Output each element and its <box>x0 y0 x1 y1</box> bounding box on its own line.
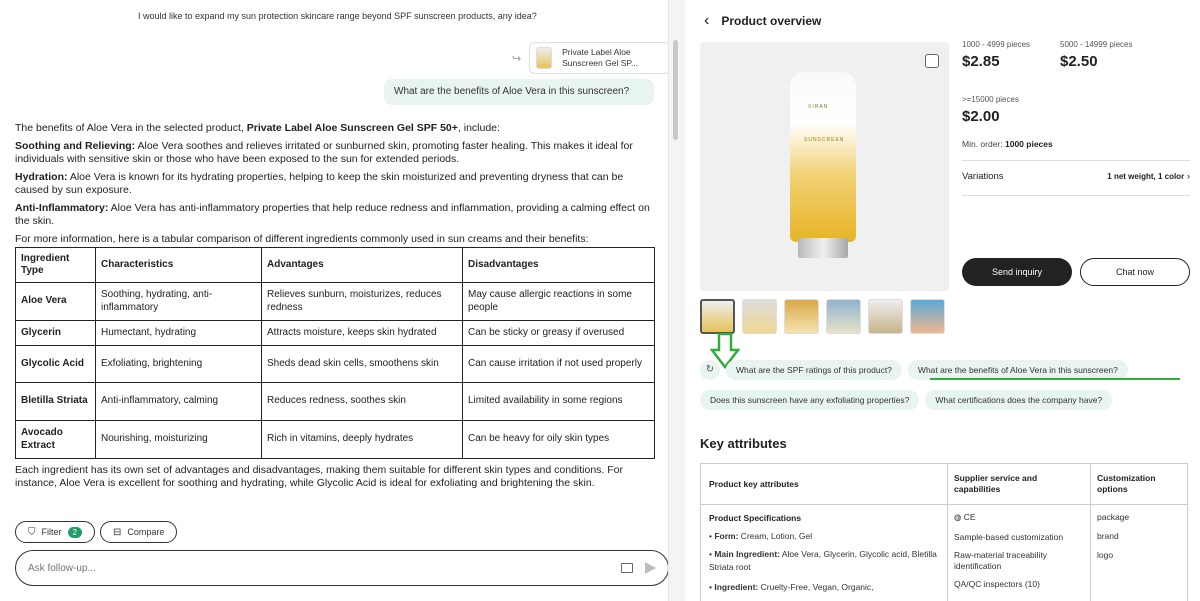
attr-header: Supplier service and capabilities <box>954 473 1038 494</box>
assistant-answer <box>15 122 657 495</box>
tier-price: $2.85 <box>962 53 1000 70</box>
tier-price: $2.50 <box>1060 53 1098 70</box>
table-cell: Avocado Extract <box>16 421 96 459</box>
customization-item: package <box>1097 512 1130 522</box>
thumbnail[interactable] <box>784 299 819 334</box>
compare-button[interactable] <box>100 521 177 543</box>
variations-row[interactable] <box>962 171 1190 182</box>
image-upload-icon[interactable] <box>621 563 633 573</box>
filter-button[interactable] <box>15 521 95 543</box>
thumbnail[interactable] <box>700 299 735 334</box>
panel-title: Product overview <box>721 14 822 28</box>
refresh-icon[interactable]: ↻ <box>700 360 720 380</box>
referenced-product-name: Private Label Aloe Sunscreen Gel SP... <box>562 47 639 68</box>
tube-cap-graphic <box>798 238 848 258</box>
ingredients-table <box>15 247 655 459</box>
table-row <box>16 283 655 321</box>
product-thumbnail <box>536 47 552 69</box>
filter-label: Filter <box>41 527 62 537</box>
answer-point: Anti-Inflammatory: Aloe Vera has anti-inflammatory properties that help reduce redness and inflammation, providing a calming effect on the skin. <box>15 202 650 227</box>
supplier-item: Sample-based customization <box>954 532 1064 542</box>
tier-range: 5000 - 14999 pieces <box>1060 40 1133 49</box>
answer-conclusion: Each ingredient has its own set of advantages and disadvantages, making them suitable for different skin types and conditions. For instance, Aloe Vera is excellent for soothing and hydrating, while Glycolic Acid is ideal for exfoliating and brightening the skin. <box>15 464 624 489</box>
table-row <box>16 346 655 383</box>
answer-point: Hydration: Aloe Vera is known for its hydrating properties, helping to keep the skin moisturized and preventing dryness that can be caused by sun exposure. <box>15 171 624 196</box>
spec-item: • Ingredient: Cruelty-Free, Vegan, Organic, <box>709 582 874 592</box>
table-cell: Rich in vitamins, deeply hydrates <box>262 421 463 459</box>
globe-icon: ◍ <box>954 512 962 522</box>
table-cell: Can cause irritation if not used properly <box>463 346 655 383</box>
supplier-item: QA/QC inspectors (10) <box>954 579 1040 589</box>
ce-mark: CE <box>963 512 976 522</box>
divider <box>962 195 1190 196</box>
table-cell: Can be heavy for oily skin types <box>463 421 655 459</box>
image-thumbnails <box>700 299 945 334</box>
table-cell: Glycerin <box>16 321 96 346</box>
table-cell: Glycolic Acid <box>16 346 96 383</box>
table-header-row <box>16 248 655 283</box>
tier-range: >=15000 pieces <box>962 95 1019 104</box>
spec-item: • Main Ingredient: Aloe Vera, Glycerin, Glycolic acid, Bletilla Striata root <box>709 549 937 572</box>
table-cell: Nourishing, moisturizing <box>96 421 262 459</box>
highlight-underline <box>930 378 1180 380</box>
table-cell: Sheds dead skin cells, smoothens skin <box>262 346 463 383</box>
tier-price: $2.00 <box>962 108 1000 125</box>
price-tier <box>1060 40 1133 70</box>
table-cell: Anti-inflammatory, calming <box>96 383 262 421</box>
suggestion-chip[interactable]: What are the SPF ratings of this product? <box>726 360 902 380</box>
tube-label-text: SUNSCREEN <box>804 137 845 143</box>
sunscreen-tube-graphic <box>790 72 856 242</box>
ask-followup-bar <box>15 550 669 586</box>
min-order: Min. order: 1000 pieces <box>962 139 1053 149</box>
answer-point: Soothing and Relieving: Aloe Vera soothes and relieves irritated or sunburned skin, promoting faster healing. This makes it ideal for individuals with sensitive skin or those who have been exposed to the sun for extended periods. <box>15 140 633 165</box>
scrollbar-thumb[interactable] <box>673 40 678 140</box>
table-cell: Reduces redness, soothes skin <box>262 383 463 421</box>
zoom-icon[interactable] <box>925 54 939 68</box>
table-divider <box>701 504 1188 505</box>
key-attributes-table <box>700 463 1188 601</box>
table-divider <box>1090 464 1091 601</box>
table-header: Disadvantages <box>463 248 655 283</box>
variations-label: Variations <box>962 171 1004 182</box>
reply-arrow-icon: ↪ <box>512 52 522 65</box>
supplier-item: Raw-material traceability identification <box>954 550 1048 571</box>
table-cell: Attracts moisture, keeps skin hydrated <box>262 321 463 346</box>
answer-intro: The benefits of Aloe Vera in the selected product, Private Label Aloe Sunscreen Gel SPF 50+, include: <box>15 122 500 134</box>
filter-count-badge: 2 <box>68 527 82 538</box>
certification-marks <box>954 512 1090 523</box>
variations-value: 1 net weight, 1 color › <box>1107 171 1190 182</box>
table-cell: Aloe Vera <box>16 283 96 321</box>
spec-item: • Form: Cream, Lotion, Gel <box>709 531 813 541</box>
suggestions-row <box>700 390 1112 410</box>
thumbnail[interactable] <box>742 299 777 334</box>
divider <box>962 160 1190 161</box>
table-row <box>16 321 655 346</box>
table-header: Characteristics <box>96 248 262 283</box>
suggestions-row <box>700 360 1128 380</box>
user-message-bubble: What are the benefits of Aloe Vera in this sunscreen? <box>384 79 654 105</box>
table-intro: For more information, here is a tabular comparison of different ingredients commonly used in sun creams and their benefits: <box>15 233 589 245</box>
suggestion-chip[interactable]: Does this sunscreen have any exfoliating properties? <box>700 390 919 410</box>
thumbnail[interactable] <box>868 299 903 334</box>
previous-user-question: I would like to expand my sun protection skincare range beyond SPF sunscreen products, any idea? <box>138 11 537 21</box>
ask-followup-input[interactable] <box>28 563 621 574</box>
compare-label: Compare <box>127 527 165 537</box>
price-tier <box>962 40 1030 70</box>
price-tier <box>962 95 1019 125</box>
suggestion-chip[interactable]: What certifications does the company have? <box>925 390 1112 410</box>
filter-icon: ⛉ <box>28 526 36 538</box>
panel-header <box>704 12 821 30</box>
table-cell: Humectant, hydrating <box>96 321 262 346</box>
chevron-right-icon: › <box>1186 171 1190 182</box>
customization-item: logo <box>1097 550 1114 560</box>
table-row <box>16 383 655 421</box>
table-cell: Exfoliating, brightening <box>96 346 262 383</box>
customization-item: brand <box>1097 531 1119 541</box>
thumbnail[interactable] <box>826 299 861 334</box>
product-overview-panel <box>686 0 1200 601</box>
table-cell: May cause allergic reactions in some people <box>463 283 655 321</box>
suggestion-chip[interactable]: What are the benefits of Aloe Vera in this sunscreen? <box>908 360 1128 380</box>
back-chevron-icon[interactable]: ‹ <box>704 12 710 29</box>
table-cell: Bletilla Striata <box>16 383 96 421</box>
table-cell: Can be sticky or greasy if overused <box>463 321 655 346</box>
tube-brand-text: XIRAN <box>808 104 829 110</box>
table-header: Ingredient Type <box>16 248 96 283</box>
referenced-product-card[interactable] <box>529 42 671 74</box>
chat-controls <box>15 521 177 543</box>
thumbnail[interactable] <box>910 299 945 334</box>
send-icon[interactable] <box>645 562 656 574</box>
attr-header: Customization options <box>1097 473 1156 494</box>
table-header: Advantages <box>262 248 463 283</box>
table-cell: Soothing, hydrating, anti-inflammatory <box>96 283 262 321</box>
table-cell: Relieves sunburn, moisturizes, reduces redness <box>262 283 463 321</box>
compare-icon: ⊟ <box>112 526 122 538</box>
send-inquiry-button[interactable]: Send inquiry <box>962 258 1072 286</box>
spec-title: Product Specifications <box>709 513 802 523</box>
referenced-product[interactable] <box>512 42 671 74</box>
table-cell: Limited availability in some regions <box>463 383 655 421</box>
key-attributes-title: Key attributes <box>700 436 787 451</box>
chat-now-button[interactable]: Chat now <box>1080 258 1190 286</box>
table-row <box>16 421 655 459</box>
product-main-image[interactable] <box>700 42 949 291</box>
attr-header: Product key attributes <box>709 478 799 489</box>
tier-range: 1000 - 4999 pieces <box>962 40 1031 49</box>
